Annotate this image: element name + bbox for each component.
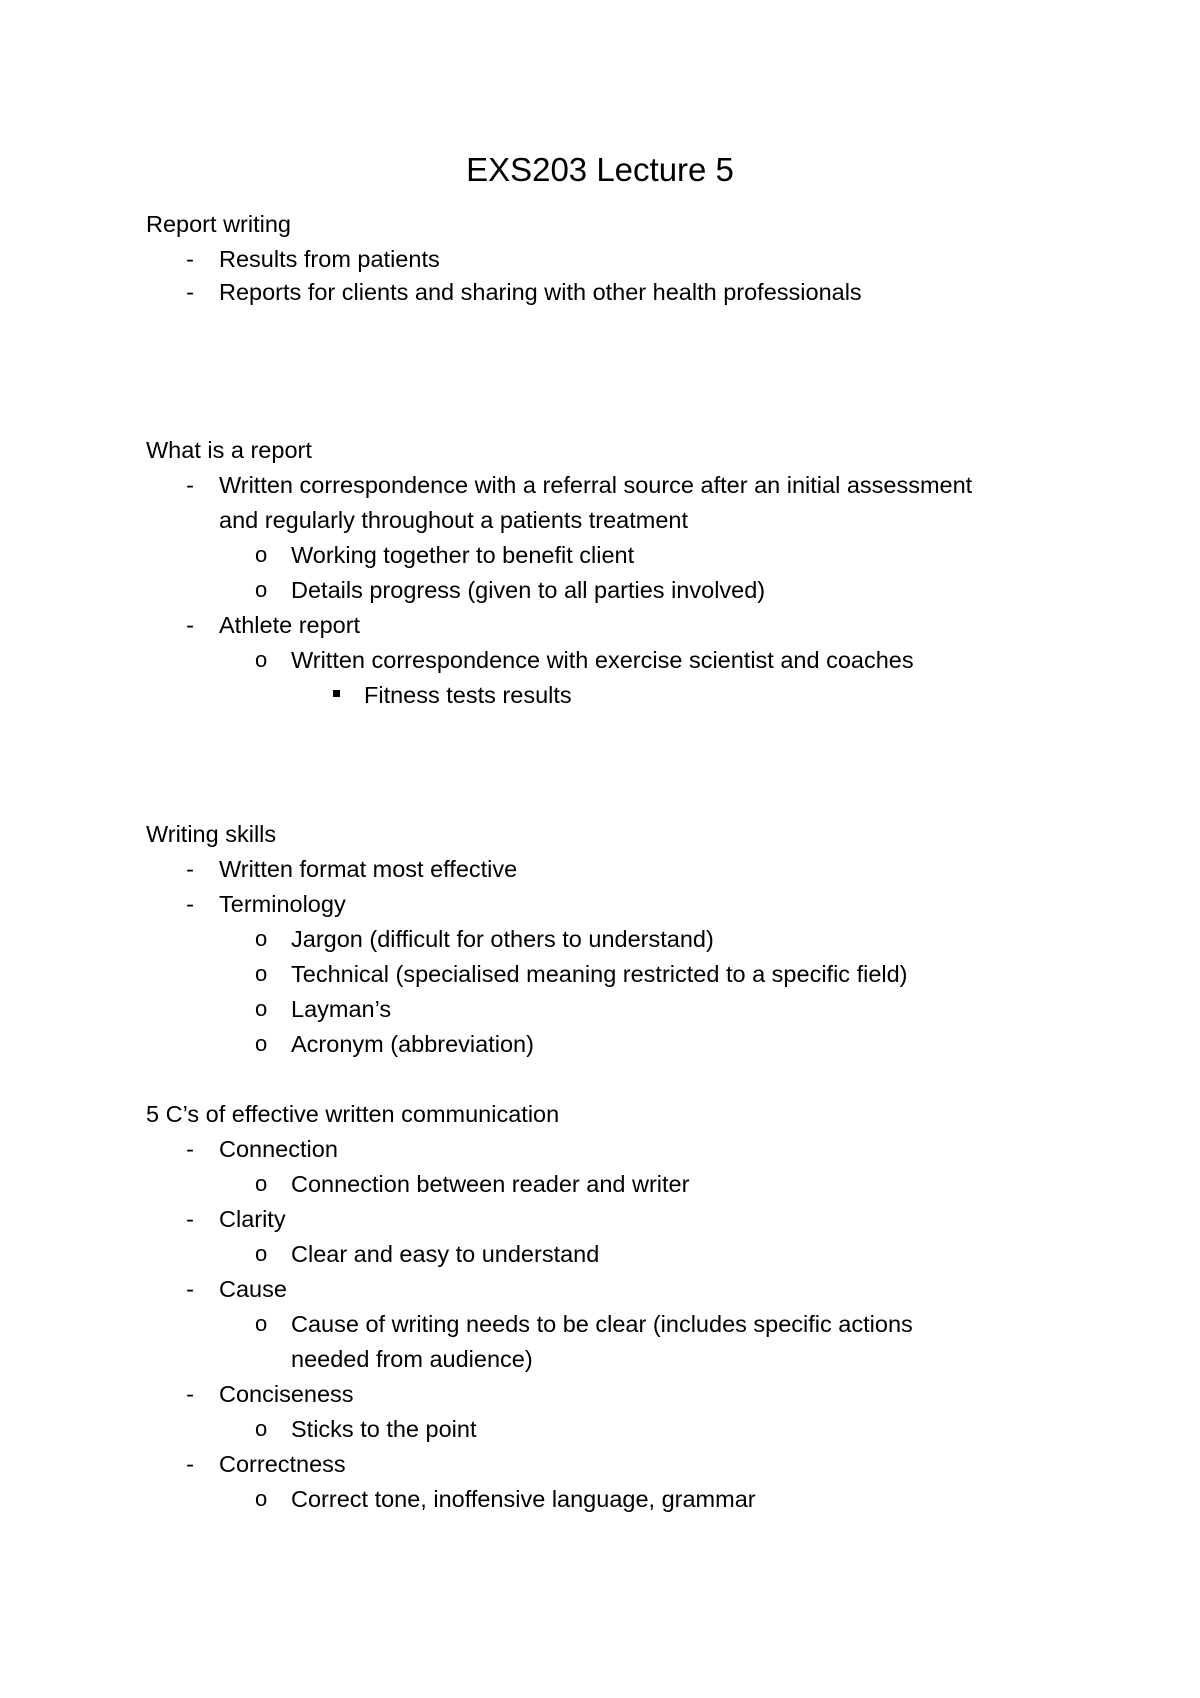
list-item: Correctness bbox=[219, 1451, 346, 1477]
dash-bullet: - bbox=[186, 612, 194, 638]
list-item: Athlete report bbox=[219, 612, 361, 638]
sub-list-item: Correct tone, inoffensive language, grammar bbox=[291, 1486, 756, 1512]
sub-list-item: Sticks to the point bbox=[291, 1416, 477, 1442]
circle-bullet: o bbox=[255, 1486, 268, 1511]
dash-bullet: - bbox=[186, 246, 194, 272]
list-item: Written correspondence with a referral source after an initial assessment bbox=[219, 472, 973, 498]
circle-bullet: o bbox=[255, 1241, 268, 1266]
page-title: EXS203 Lecture 5 bbox=[466, 151, 734, 188]
circle-bullet: o bbox=[255, 577, 268, 602]
list-item: Reports for clients and sharing with other health professionals bbox=[219, 279, 862, 305]
section-heading: Writing skills bbox=[146, 821, 277, 847]
circle-bullet: o bbox=[255, 996, 268, 1021]
dash-bullet: - bbox=[186, 1381, 194, 1407]
dash-bullet: - bbox=[186, 1276, 194, 1302]
list-item: Results from patients bbox=[219, 246, 440, 272]
circle-bullet: o bbox=[255, 1171, 268, 1196]
dash-bullet: - bbox=[186, 279, 194, 305]
dash-bullet: - bbox=[186, 472, 194, 498]
sub-list-item: Clear and easy to understand bbox=[291, 1241, 600, 1267]
circle-bullet: o bbox=[255, 961, 268, 986]
list-item: Terminology bbox=[219, 891, 346, 917]
sub-list-item: Working together to benefit client bbox=[291, 542, 635, 568]
sub-list-item-continuation: needed from audience) bbox=[291, 1346, 533, 1372]
list-item: Written format most effective bbox=[219, 856, 518, 882]
list-item: Connection bbox=[219, 1136, 338, 1162]
section-heading: 5 C’s of effective written communication bbox=[146, 1101, 560, 1127]
sub-list-item: Jargon (difficult for others to understand) bbox=[291, 926, 714, 952]
dash-bullet: - bbox=[186, 1206, 194, 1232]
dash-bullet: - bbox=[186, 891, 194, 917]
circle-bullet: o bbox=[255, 926, 268, 951]
list-item: Clarity bbox=[219, 1206, 286, 1232]
sub-list-item: Connection between reader and writer bbox=[291, 1171, 690, 1197]
sub-list-item: Layman’s bbox=[291, 996, 392, 1022]
square-bullet-icon bbox=[333, 690, 340, 697]
section-heading: What is a report bbox=[146, 437, 312, 463]
sub-list-item: Acronym (abbreviation) bbox=[291, 1031, 534, 1057]
circle-bullet: o bbox=[255, 647, 268, 672]
list-item: Cause bbox=[219, 1276, 287, 1302]
circle-bullet: o bbox=[255, 1416, 268, 1441]
sub-list-item: Technical (specialised meaning restricted to a specific field) bbox=[291, 961, 908, 987]
list-item: Conciseness bbox=[219, 1381, 354, 1407]
circle-bullet: o bbox=[255, 542, 268, 567]
circle-bullet: o bbox=[255, 1311, 268, 1336]
section-heading: Report writing bbox=[146, 211, 291, 237]
dash-bullet: - bbox=[186, 1136, 194, 1162]
list-item-continuation: and regularly throughout a patients treatment bbox=[219, 507, 688, 533]
sub-list-item: Written correspondence with exercise scientist and coaches bbox=[291, 647, 914, 673]
sub-sub-list-item: Fitness tests results bbox=[364, 682, 572, 708]
sub-list-item: Details progress (given to all parties involved) bbox=[291, 577, 766, 603]
circle-bullet: o bbox=[255, 1031, 268, 1056]
dash-bullet: - bbox=[186, 1451, 194, 1477]
dash-bullet: - bbox=[186, 856, 194, 882]
sub-list-item: Cause of writing needs to be clear (includes specific actions bbox=[291, 1311, 913, 1337]
